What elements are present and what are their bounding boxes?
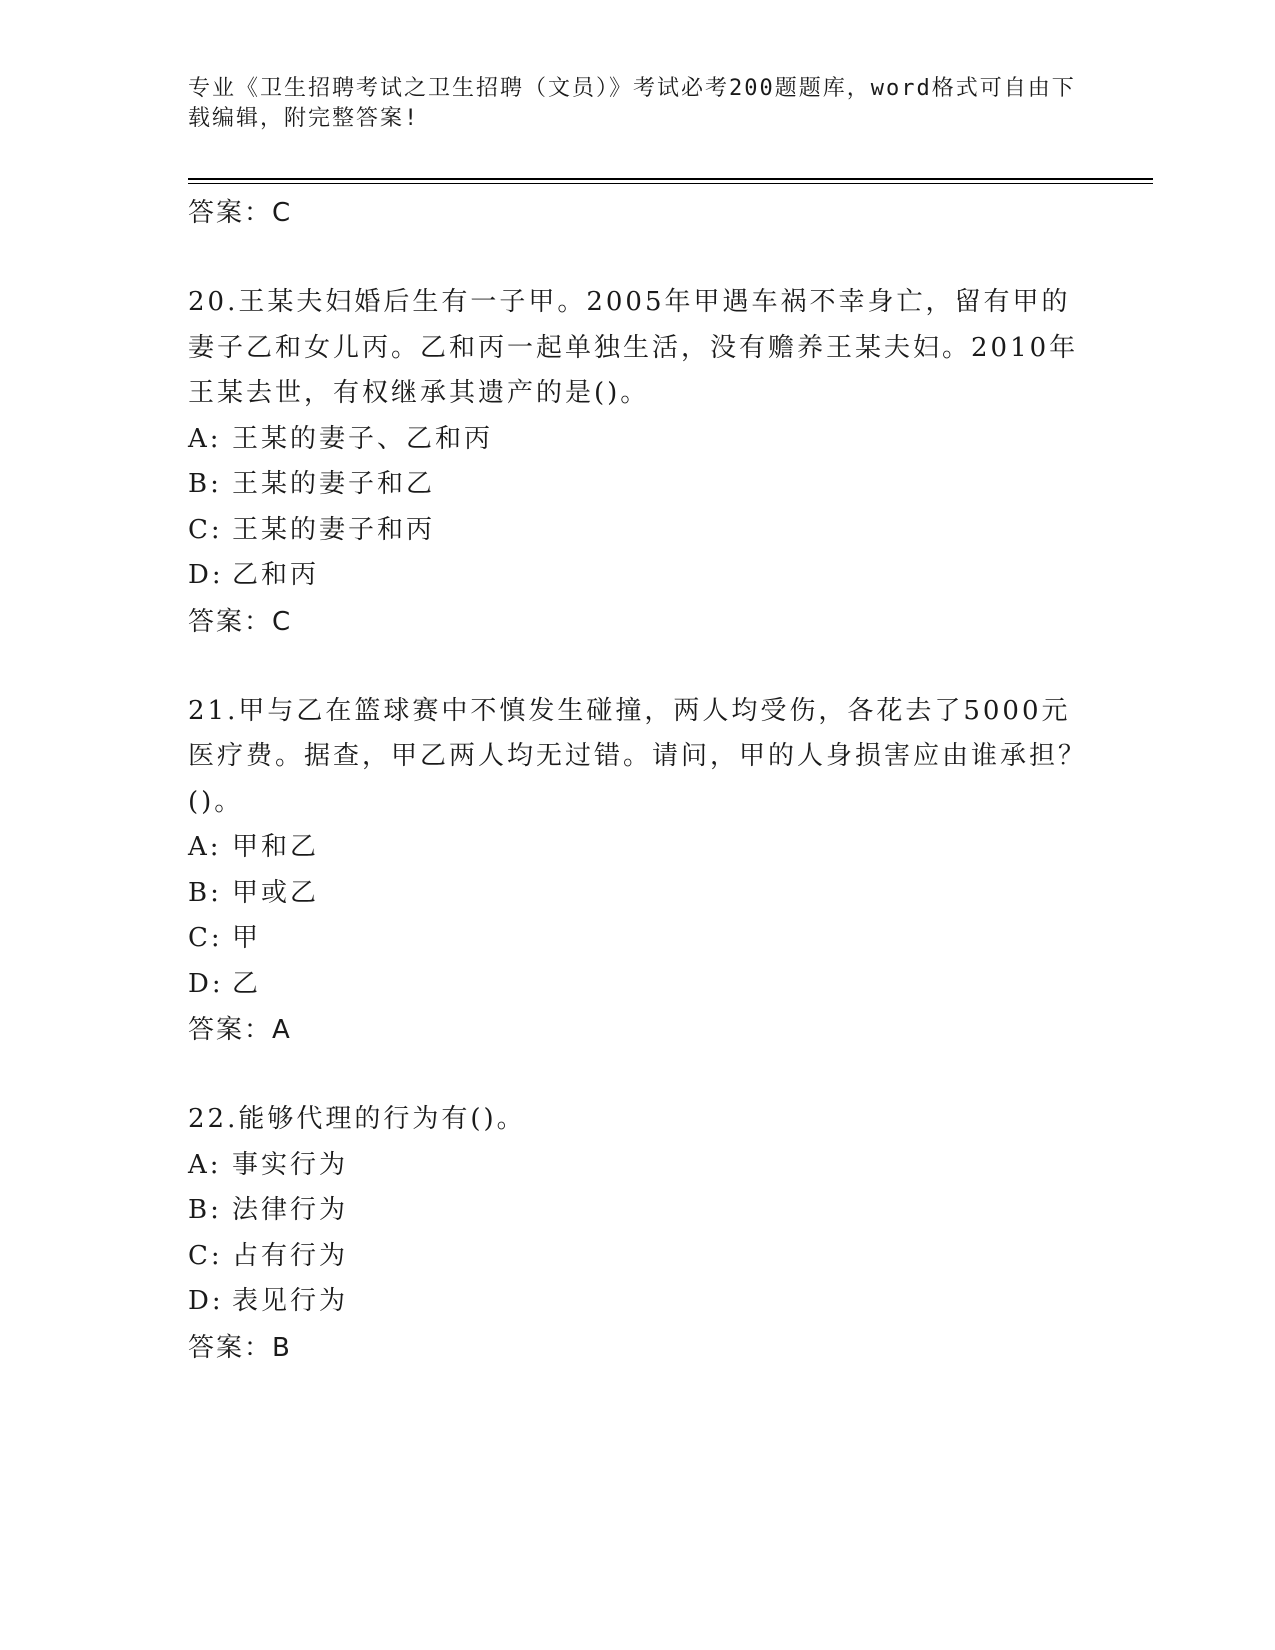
option-text: 事实行为 (232, 1149, 349, 1180)
option-a (188, 417, 1088, 463)
option-key: C: (188, 923, 223, 953)
question-answer: 答案：A (188, 1015, 292, 1045)
document-header: 专业《卫生招聘考试之卫生招聘（文员）》考试必考200题题库，word格式可自由下载编辑，附完整答案! (188, 76, 1076, 131)
option-text: 表见行为 (232, 1286, 349, 1316)
option-key: C: (188, 514, 223, 545)
question-stem: 22.能够代理的行为有()。 (188, 1104, 526, 1134)
option-text: 王某的妻子和乙 (232, 469, 436, 499)
option-text: 甲或乙 (232, 877, 320, 908)
question-20 (188, 280, 1088, 645)
option-c (188, 1234, 1088, 1280)
option-key: B: (188, 1195, 222, 1225)
option-key: B: (188, 469, 222, 499)
question-stem: 21.甲与乙在篮球赛中不慎发生碰撞，两人均受伤，各花去了5000元医疗费。据查，甲乙两人均无过错。请问，甲的人身损害应由谁承担？()。 (188, 695, 1088, 817)
option-key: B: (188, 877, 222, 908)
option-key: D: (188, 1286, 224, 1316)
option-c (188, 508, 1088, 554)
option-text: 王某的妻子、乙和丙 (232, 423, 494, 454)
option-key: A: (188, 423, 222, 454)
option-text: 王某的妻子和丙 (232, 514, 436, 545)
option-key: D: (188, 968, 224, 999)
question-stem: 20.王某夫妇婚后生有一子甲。2005年甲遇车祸不幸身亡，留有甲的妻子乙和女儿丙。乙和丙一起单独生活，没有赡养王某夫妇。2010年王某去世，有权继承其遗产的是()。 (188, 287, 1079, 408)
option-key: D: (188, 560, 224, 590)
option-d (188, 962, 1088, 1008)
option-text: 乙和丙 (232, 560, 320, 590)
document-body (188, 190, 1088, 1371)
option-c (188, 916, 1088, 962)
option-text: 乙 (232, 968, 262, 999)
option-a (188, 1143, 1088, 1189)
option-d (188, 1279, 1088, 1325)
option-text: 甲 (232, 923, 262, 953)
option-b (188, 871, 1088, 917)
option-key: A: (188, 832, 222, 862)
previous-answer: 答案：C (188, 198, 293, 228)
option-key: C: (188, 1240, 223, 1271)
question-21 (188, 689, 1088, 1054)
header-divider (188, 178, 1153, 184)
question-22 (188, 1097, 1088, 1371)
option-text: 占有行为 (232, 1240, 349, 1271)
question-answer: 答案：C (188, 606, 293, 637)
option-b (188, 462, 1088, 508)
option-d (188, 553, 1088, 599)
option-key: A: (188, 1149, 222, 1180)
option-text: 法律行为 (232, 1195, 349, 1225)
option-text: 甲和乙 (232, 832, 320, 862)
question-answer: 答案：B (188, 1332, 292, 1363)
option-a (188, 825, 1088, 871)
option-b (188, 1188, 1088, 1234)
